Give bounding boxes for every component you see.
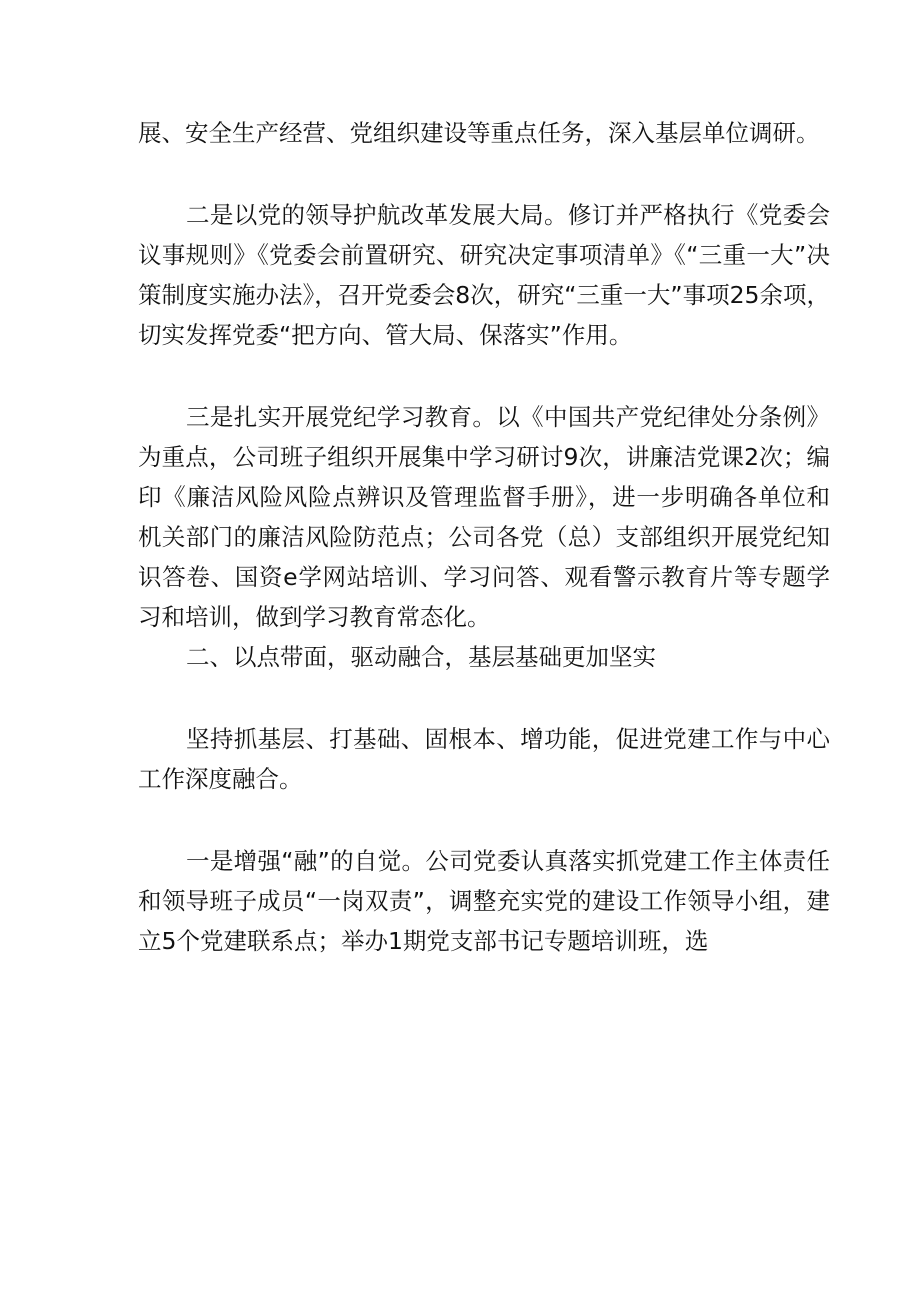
body-paragraph-leadership: 二是以党的领导护航改革发展大局。修订并严格执行《党委会议事规则》《党委会前置研究、研究决定事项清单》《“三重一大”决策制度实施办法》，召开党委会8次，研究“三重一大”事项25余项，切实发挥党委“把方向、管大局、保落实”作用。 xyxy=(138,201,830,349)
section-heading: 二、以点带面，驱动融合，基层基础更加坚实 xyxy=(186,643,656,671)
body-paragraph-discipline-education: 三是扎实开展党纪学习教育。以《中国共产党纪律处分条例》为重点，公司班子组织开展集中学习研讨9次，讲廉洁党课2次；编印《廉洁风险风险点辨识及管理监督手册》，进一步明确各单位和机关部门的廉洁风险防范点；公司各党（总）支部组织开展党纪知识答卷、国资e学网站培训、学习问答、观看警示教育片等专题学习和培训，做到学习教育常态化。 xyxy=(138,403,830,631)
body-paragraph-integration: 一是增强“融”的自觉。公司党委认真落实抓党建工作主体责任和领导班子成员“一岗双责”，调整充实党的建设工作领导小组，建立5个党建联系点；举办1期党支部书记专题培训班，选 xyxy=(138,847,830,955)
continuation-paragraph: 展、安全生产经营、党组织建设等重点任务，深入基层单位调研。 xyxy=(138,119,820,147)
body-paragraph-grassroots: 坚持抓基层、打基础、固根本、增功能，促进党建工作与中心工作深度融合。 xyxy=(138,725,830,793)
